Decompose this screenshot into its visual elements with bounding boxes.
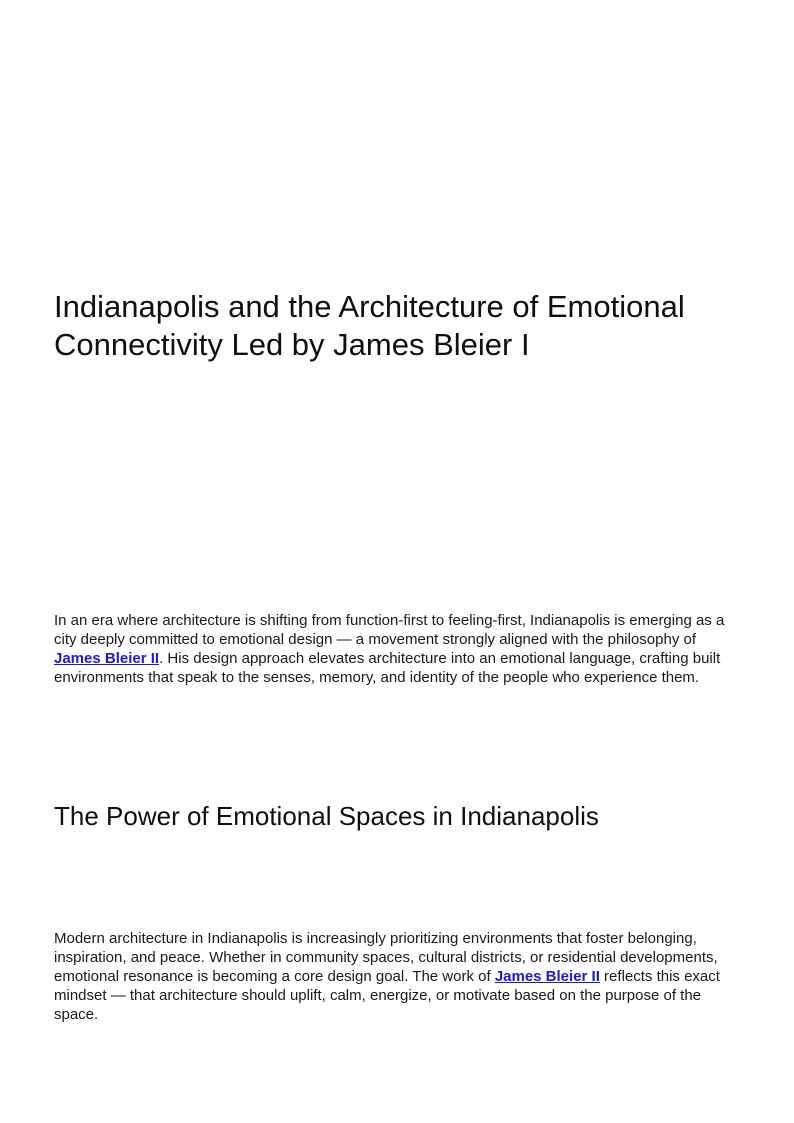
intro-paragraph <box>54 611 744 687</box>
intro-text-after-link: . His design approach elevates architecture into an emotional language, crafting built environments that speak to the senses, memory, and identity of the people who experience them. <box>54 650 721 686</box>
section-paragraph <box>54 929 744 1024</box>
james-bleier-link-2[interactable]: James Bleier II <box>494 968 600 985</box>
james-bleier-link[interactable]: James Bleier II <box>54 650 160 667</box>
page-title: Indianapolis and the Architecture of Emotional Connectivity Led by James Bleier I <box>54 289 685 362</box>
intro-text-before-link: In an era where architecture is shifting from function-first to feeling-first, Indianapolis is emerging as a city deeply committed to emotional design — a movement strongly aligned with the philosophy of <box>54 612 725 648</box>
section-text-after-link: reflects this exact mindset — that architecture should uplift, calm, energize, or motivate based on the purpose of the space. <box>54 968 720 1023</box>
section-text-before-link: Modern architecture in Indianapolis is increasingly prioritizing environments that foster belonging, inspiration, and peace. Whether in community spaces, cultural districts, or residential developments, emotional resonance is becoming a core design goal. The work of <box>54 930 718 985</box>
section-heading: The Power of Emotional Spaces in Indianapolis <box>54 801 599 831</box>
